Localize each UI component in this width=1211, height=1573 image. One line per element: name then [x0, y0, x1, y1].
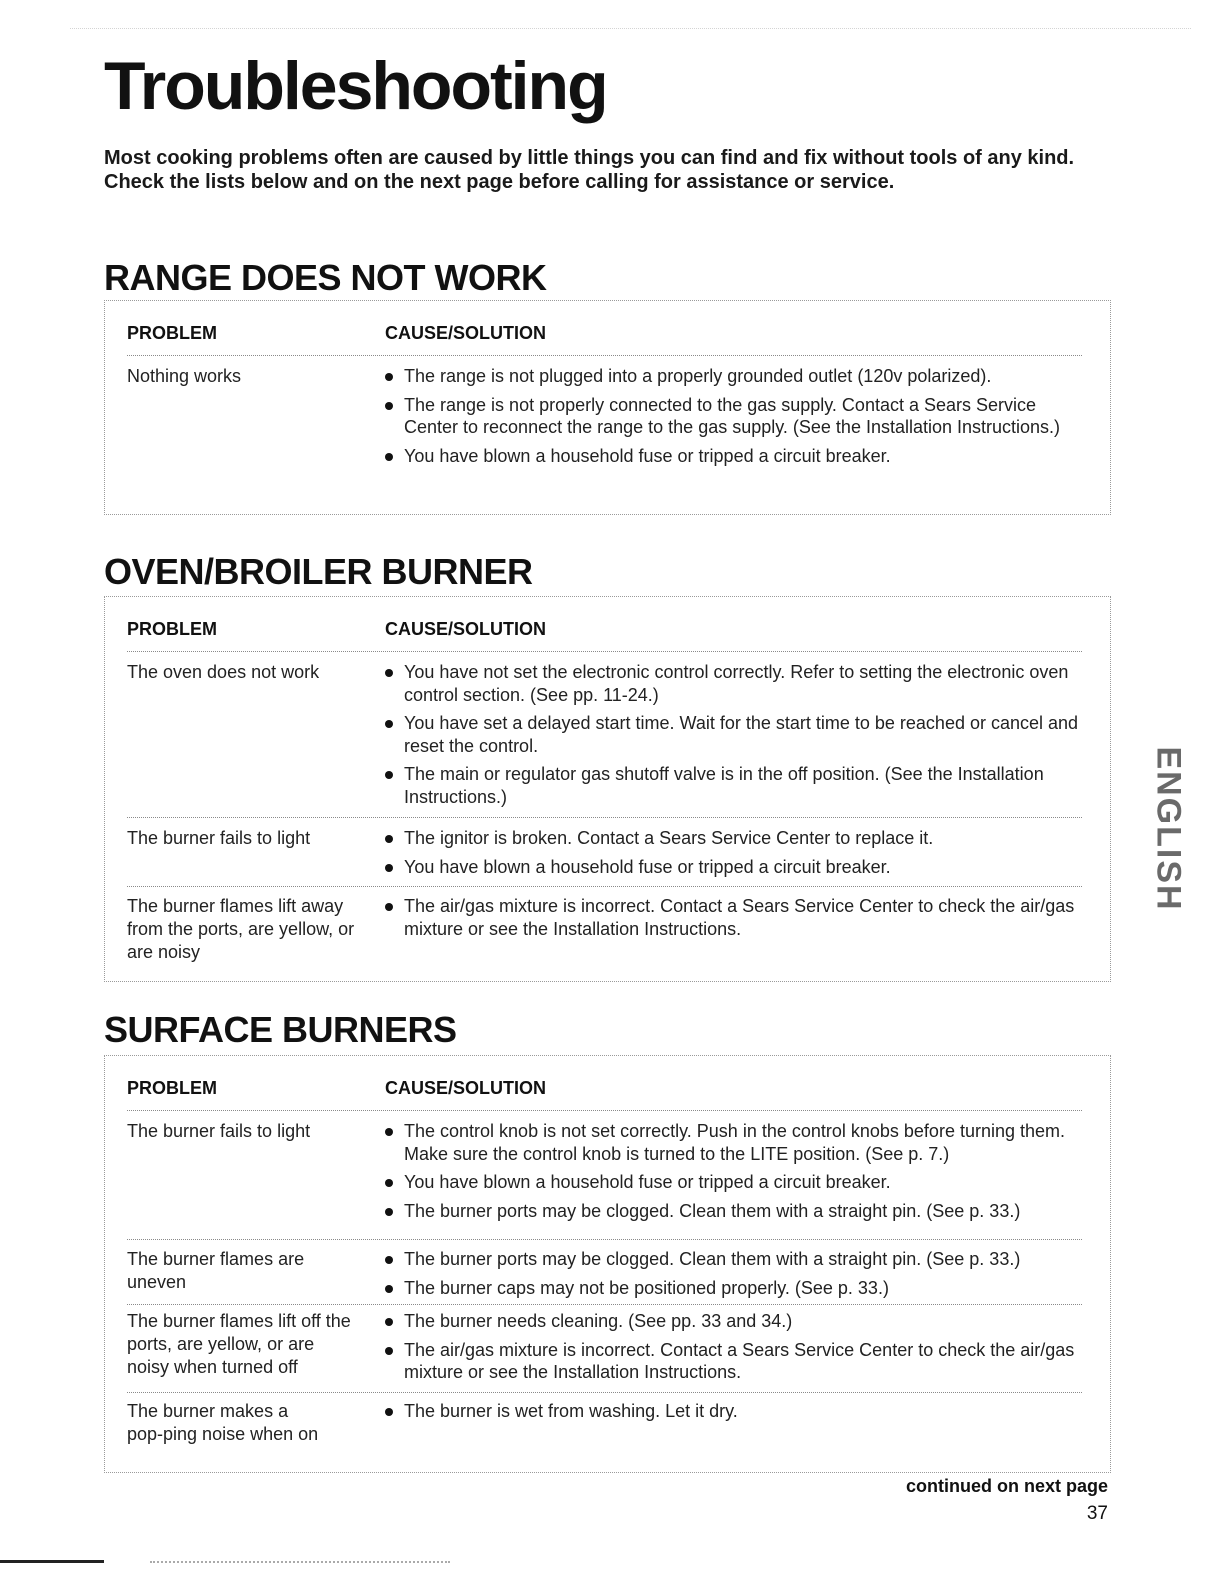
solution-list [383, 1400, 1095, 1429]
solution-list [383, 1120, 1095, 1228]
column-header-cause-solution: CAUSE/SOLUTION [385, 619, 547, 639]
solution-list [383, 365, 1095, 473]
solution-item [383, 661, 1095, 706]
solution-text: You have blown a household fuse or tripped a circuit breaker. [404, 1172, 891, 1192]
bullet-icon [385, 1208, 393, 1216]
solution-item [383, 1277, 1095, 1300]
surface-table [104, 1055, 1111, 1473]
solution-text: The air/gas mixture is incorrect. Contact a Sears Service Center to check the air/gas mixture or see the Installation Instructions. [404, 1339, 1075, 1382]
section-heading-range: RANGE DOES NOT WORK [104, 257, 547, 298]
row-divider [127, 1239, 1082, 1240]
column-header-cause-solution: CAUSE/SOLUTION [385, 1078, 547, 1098]
column-header-cause-solution: CAUSE/SOLUTION [385, 323, 547, 343]
column-header-problem: PROBLEM [127, 619, 217, 639]
bullet-icon [385, 771, 393, 779]
top-edge-dots [70, 28, 1191, 29]
solution-item [383, 1120, 1095, 1165]
bullet-icon [385, 903, 393, 911]
bullet-icon [385, 1285, 393, 1293]
page-title: Troubleshooting [104, 48, 607, 124]
bullet-icon [385, 835, 393, 843]
row-divider [127, 1392, 1082, 1393]
solution-item [383, 1248, 1095, 1271]
solution-text: The burner caps may not be positioned properly. (See p. 33.) [404, 1277, 889, 1298]
language-side-tab [1149, 720, 1188, 938]
solution-text: The burner needs cleaning. (See pp. 33 and 34.) [404, 1311, 793, 1331]
problem-text: Nothing works [127, 366, 242, 386]
row-divider [127, 1304, 1082, 1305]
solution-item [383, 1171, 1095, 1194]
solution-text: The burner is wet from washing. Let it dry. [404, 1401, 738, 1421]
solution-item [383, 1400, 1095, 1423]
bottom-edge-dots [150, 1561, 450, 1563]
row-divider [127, 886, 1082, 887]
bullet-icon [385, 1318, 393, 1326]
solution-item [383, 1339, 1095, 1384]
problem-text: The burner fails to light [127, 828, 311, 848]
solution-item [383, 763, 1095, 808]
solution-item [383, 827, 1095, 850]
problem-text: The oven does not work [127, 662, 320, 682]
solution-text: The range is not plugged into a properly grounded outlet (120v polarized). [404, 366, 992, 386]
column-header-problem: PROBLEM [127, 1078, 217, 1098]
bullet-icon [385, 720, 393, 728]
header-rule [127, 355, 1082, 356]
bullet-icon [385, 1179, 393, 1187]
solution-item [383, 394, 1095, 439]
row-divider [127, 817, 1082, 818]
section-heading-oven: OVEN/BROILER BURNER [104, 551, 533, 592]
bottom-edge-bar [0, 1560, 104, 1563]
bullet-icon [385, 1256, 393, 1264]
solution-list [383, 1310, 1095, 1390]
problem-text: The burner flames lift off the ports, are yellow, or are noisy when turned off [127, 1311, 351, 1377]
solution-text: You have set a delayed start time. Wait for the start time to be reached or cancel and reset the control. [404, 713, 1079, 756]
solution-item [383, 856, 1095, 879]
solution-item [383, 1200, 1095, 1223]
solution-text: You have not set the electronic control correctly. Refer to setting the electronic oven control section. (See pp. 11-24.) [404, 662, 1069, 705]
solution-item [383, 365, 1095, 388]
section-heading-surface: SURFACE BURNERS [104, 1009, 457, 1050]
solution-text: You have blown a household fuse or tripped a circuit breaker. [404, 445, 891, 466]
problem-text: The burner flames lift away from the ports, are yellow, or are noisy [127, 896, 355, 962]
side-tab-label: ENGLISH [1149, 746, 1188, 912]
header-rule [127, 1110, 1082, 1111]
solution-list [383, 661, 1095, 814]
solution-list [383, 827, 1095, 884]
solution-item [383, 712, 1095, 757]
problem-text: The burner fails to light [127, 1121, 311, 1141]
solution-text: The burner ports may be clogged. Clean them with a straight pin. (See p. 33.) [404, 1200, 1021, 1221]
bullet-icon [385, 373, 393, 381]
bullet-icon [385, 1408, 393, 1416]
solution-item [383, 445, 1095, 468]
range-table [104, 300, 1111, 515]
solution-text: The range is not properly connected to the gas supply. Contact a Sears Service Center to reconnect the range to the gas supply. (See the Installation Instructions.) [404, 394, 1061, 437]
continued-note: continued on next page [905, 1476, 1108, 1496]
column-header-problem: PROBLEM [127, 323, 217, 343]
header-rule [127, 651, 1082, 652]
bullet-icon [385, 1347, 393, 1355]
bullet-icon [385, 1128, 393, 1136]
solution-text: You have blown a household fuse or tripped a circuit breaker. [404, 856, 891, 877]
solution-text: The air/gas mixture is incorrect. Contact a Sears Service Center to check the air/gas mixture or see the Installation Instructions. [404, 896, 1075, 939]
oven-table [104, 596, 1111, 982]
problem-text: The burner flames are uneven [127, 1249, 305, 1292]
solution-item [383, 895, 1095, 940]
bullet-icon [385, 402, 393, 410]
bullet-icon [385, 669, 393, 677]
solution-text: The control knob is not set correctly. Push in the control knobs before turning them. Make sure the control knob is turned to the LITE position. (See p. 7.) [404, 1121, 1066, 1164]
solution-text: The main or regulator gas shutoff valve is in the off position. (See the Installation Instructions.) [404, 764, 1044, 807]
solution-item [383, 1310, 1095, 1333]
solution-text: The burner ports may be clogged. Clean them with a straight pin. (See p. 33.) [404, 1249, 1021, 1269]
solution-list [383, 1248, 1095, 1305]
intro-paragraph: Most cooking problems often are caused by little things you can find and fix without tools of any kind. Check the lists below and on the next page before calling for assistance or service. [104, 147, 1075, 193]
problem-text: The burner makes a pop-ping noise when on [127, 1401, 319, 1444]
bullet-icon [385, 453, 393, 461]
solution-text: The ignitor is broken. Contact a Sears Service Center to replace it. [404, 828, 934, 848]
bullet-icon [385, 864, 393, 872]
solution-list [383, 895, 1095, 946]
page-number: 37 [1086, 1503, 1108, 1524]
